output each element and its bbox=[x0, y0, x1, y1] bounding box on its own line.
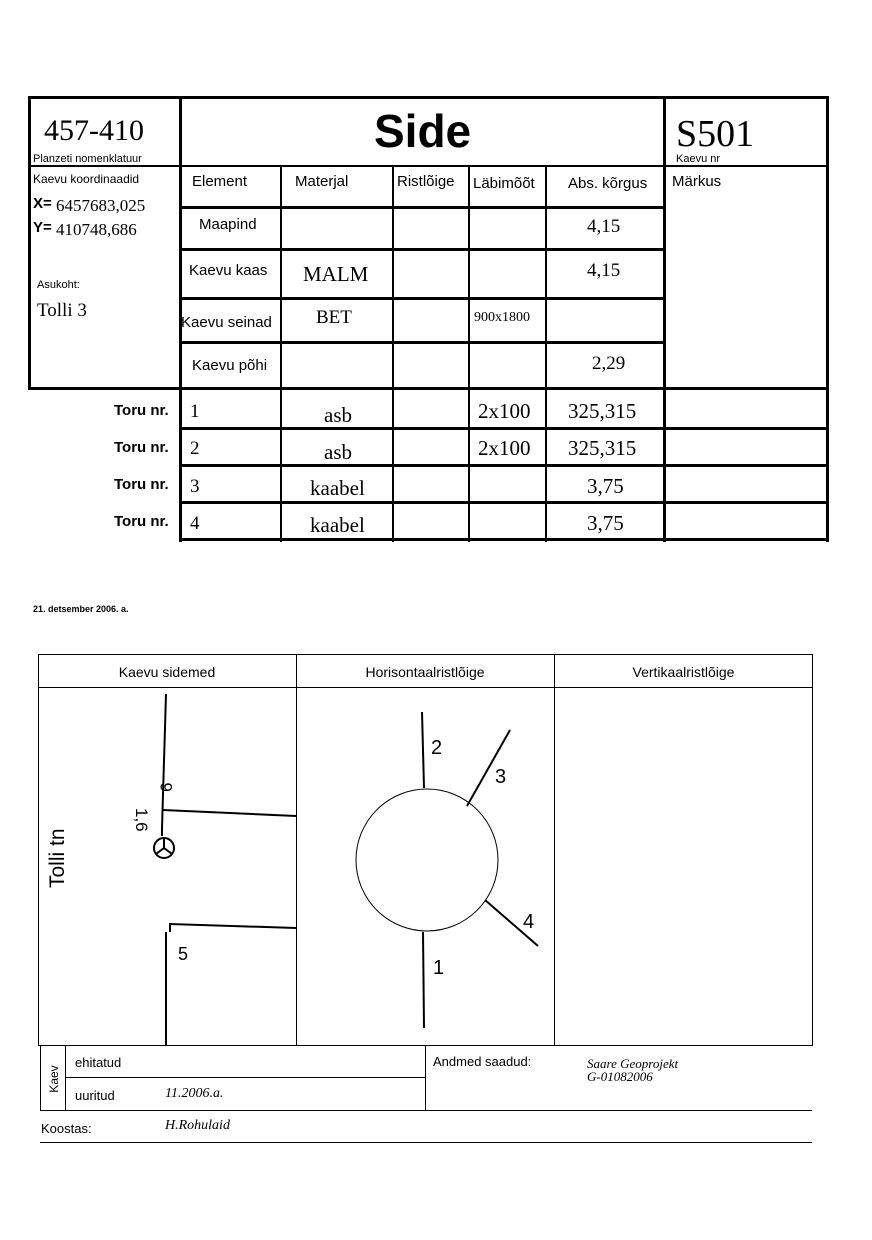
data-source-label: Andmed saadud: bbox=[433, 1054, 532, 1069]
pipe-number: 4 bbox=[190, 513, 200, 534]
y-value: 410748,686 bbox=[56, 220, 137, 239]
company-code: G-01082006 bbox=[587, 1069, 653, 1084]
pipe-label: Toru nr. bbox=[114, 513, 169, 530]
pipe-label: Toru nr. bbox=[114, 476, 169, 493]
pipe-label: Toru nr. bbox=[114, 402, 169, 419]
pipe-height: 3,75 bbox=[587, 511, 624, 535]
date-label: 21. detsember 2006. a. bbox=[33, 604, 129, 614]
element-height: 2,29 bbox=[592, 353, 626, 374]
company-name: Saare Geoprojekt bbox=[587, 1056, 679, 1071]
horizontal-sketch bbox=[297, 688, 554, 1045]
surveyed-label: uuritud bbox=[75, 1088, 115, 1103]
sheet-number: 457-410 bbox=[44, 114, 144, 147]
x-label: X= bbox=[33, 195, 52, 212]
pipe-mark-2: 2 bbox=[431, 737, 443, 759]
coords-caption: Kaevu koordinaadid bbox=[33, 172, 140, 186]
pipe-material: kaabel bbox=[310, 476, 365, 500]
pipe-label: Toru nr. bbox=[114, 439, 169, 456]
pipe-mark-4: 4 bbox=[523, 911, 535, 933]
dim-label-16: 1,6 bbox=[132, 808, 151, 832]
well-number: S501 bbox=[676, 113, 755, 155]
pipe-material: asb bbox=[324, 403, 352, 427]
col-cross-section: Ristlõige bbox=[397, 173, 455, 190]
pipe-material: asb bbox=[324, 440, 352, 464]
element-name: Kaevu kaas bbox=[189, 262, 268, 279]
connections-sketch bbox=[38, 688, 296, 1045]
panel-title-vertical: Vertikaalristlõige bbox=[632, 664, 735, 680]
sheet-caption: Planzeti nomenklatuur bbox=[33, 153, 142, 165]
manhole-symbol-icon bbox=[154, 838, 174, 858]
col-material: Materjal bbox=[295, 173, 349, 190]
well-outline bbox=[356, 789, 498, 931]
pipe-mark-3: 3 bbox=[495, 766, 507, 788]
pipe-number: 2 bbox=[190, 438, 200, 459]
pipe-diameter: 2x100 bbox=[478, 436, 531, 460]
x-value: 6457683,025 bbox=[56, 196, 146, 215]
pipe-number: 1 bbox=[190, 401, 200, 422]
pipe-diameter: 2x100 bbox=[478, 399, 531, 423]
element-name: Kaevu põhi bbox=[192, 357, 268, 374]
element-height: 4,15 bbox=[587, 216, 621, 237]
col-diameter: Läbimõõt bbox=[473, 175, 535, 192]
element-material: BET bbox=[316, 307, 352, 328]
page-title: Side bbox=[374, 105, 472, 157]
street-label: Tolli tn bbox=[46, 828, 69, 888]
compiled-label: Koostas: bbox=[41, 1121, 92, 1136]
well-caption: Kaevu nr bbox=[676, 153, 721, 165]
compiled-by: H.Rohulaid bbox=[165, 1118, 230, 1133]
pipe-mark-1: 1 bbox=[433, 957, 445, 979]
pipe-material: kaabel bbox=[310, 513, 365, 537]
pipe-height: 3,75 bbox=[587, 474, 624, 498]
element-name: Kaevu seinad bbox=[181, 314, 272, 331]
element-diameter: 900x1800 bbox=[474, 310, 530, 325]
pipe-height: 325,315 bbox=[568, 436, 637, 460]
dim-label-5: 5 bbox=[178, 944, 189, 964]
built-label: ehitatud bbox=[75, 1055, 122, 1070]
pipe-height: 325,315 bbox=[568, 399, 637, 423]
surveyed-value: 11.2006.a. bbox=[165, 1086, 224, 1101]
element-name: Maapind bbox=[199, 216, 257, 233]
panel-title-horizontal: Horisontaalristlõige bbox=[365, 664, 485, 680]
pipe-number: 3 bbox=[190, 476, 200, 497]
element-material: MALM bbox=[303, 262, 369, 286]
col-abs-height: Abs. kõrgus bbox=[568, 175, 648, 192]
kaev-label: Kaev bbox=[47, 1065, 61, 1093]
panel-title-connections: Kaevu sidemed bbox=[118, 664, 216, 680]
y-label: Y= bbox=[33, 219, 52, 236]
element-height: 4,15 bbox=[587, 260, 621, 281]
col-element: Element bbox=[192, 173, 248, 190]
address-caption: Asukoht: bbox=[37, 279, 80, 291]
dim-label-6: 6 bbox=[157, 782, 176, 792]
address: Tolli 3 bbox=[37, 300, 87, 321]
col-notes: Märkus bbox=[672, 173, 722, 190]
